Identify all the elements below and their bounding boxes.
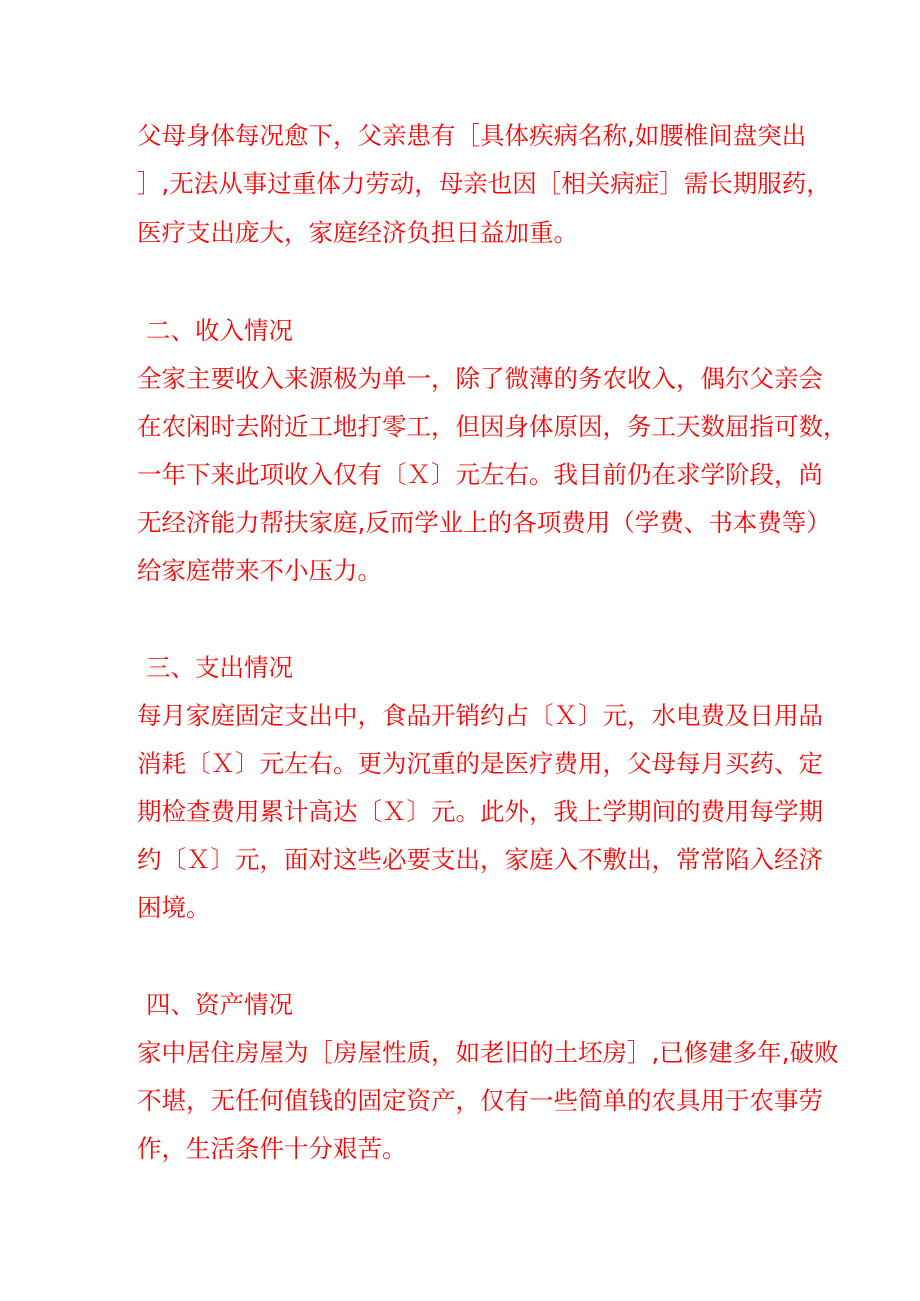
assets-line: 不堪，无任何值钱的固定资产，仅有一些简单的农具用于农事劳 [137,1086,823,1115]
income-line: 给家庭带来不小压力。 [137,556,382,585]
section-heading-income: 二、收入情况 [146,316,293,345]
income-line: 无经济能力帮扶家庭,反而学业上的各项费用（学费、书本费等） [137,508,831,537]
assets-line: 家中居住房屋为［房屋性质，如老旧的土坯房］,已修建多年,破败 [137,1038,839,1067]
expenses-line: 每月家庭固定支出中，食品开销约占〔Ｘ〕元，水电费及日用品 [137,701,823,730]
income-line: 全家主要收入来源极为单一，除了微薄的务农收入，偶尔父亲会 [137,364,823,393]
section-heading-assets: 四、资产情况 [146,990,293,1019]
assets-line: 作，生活条件十分艰苦。 [137,1134,407,1163]
income-line: 在农闲时去附近工地打零工，但因身体原因，务工天数屈指可数， [137,412,848,441]
income-line: 一年下来此项收入仅有〔Ｘ〕元左右。我目前仍在求学阶段，尚 [137,460,823,489]
intro-line: ］,无法从事过重体力劳动，母亲也因［相关病症］需长期服药， [137,169,831,198]
intro-line: 医疗支出庞大，家庭经济负担日益加重。 [137,218,578,247]
expenses-line: 困境。 [137,893,211,922]
expenses-line: 约〔Ｘ〕元，面对这些必要支出，家庭入不敷出，常常陷入经济 [137,845,823,874]
section-heading-expenses: 三、支出情况 [146,653,293,682]
intro-line: 父母身体每况愈下，父亲患有［具体疾病名称,如腰椎间盘突出 [137,121,807,150]
expenses-line: 期检查费用累计高达〔Ｘ〕元。此外，我上学期间的费用每学期 [137,797,823,826]
expenses-line: 消耗〔Ｘ〕元左右。更为沉重的是医疗费用，父母每月买药、定 [137,749,823,778]
